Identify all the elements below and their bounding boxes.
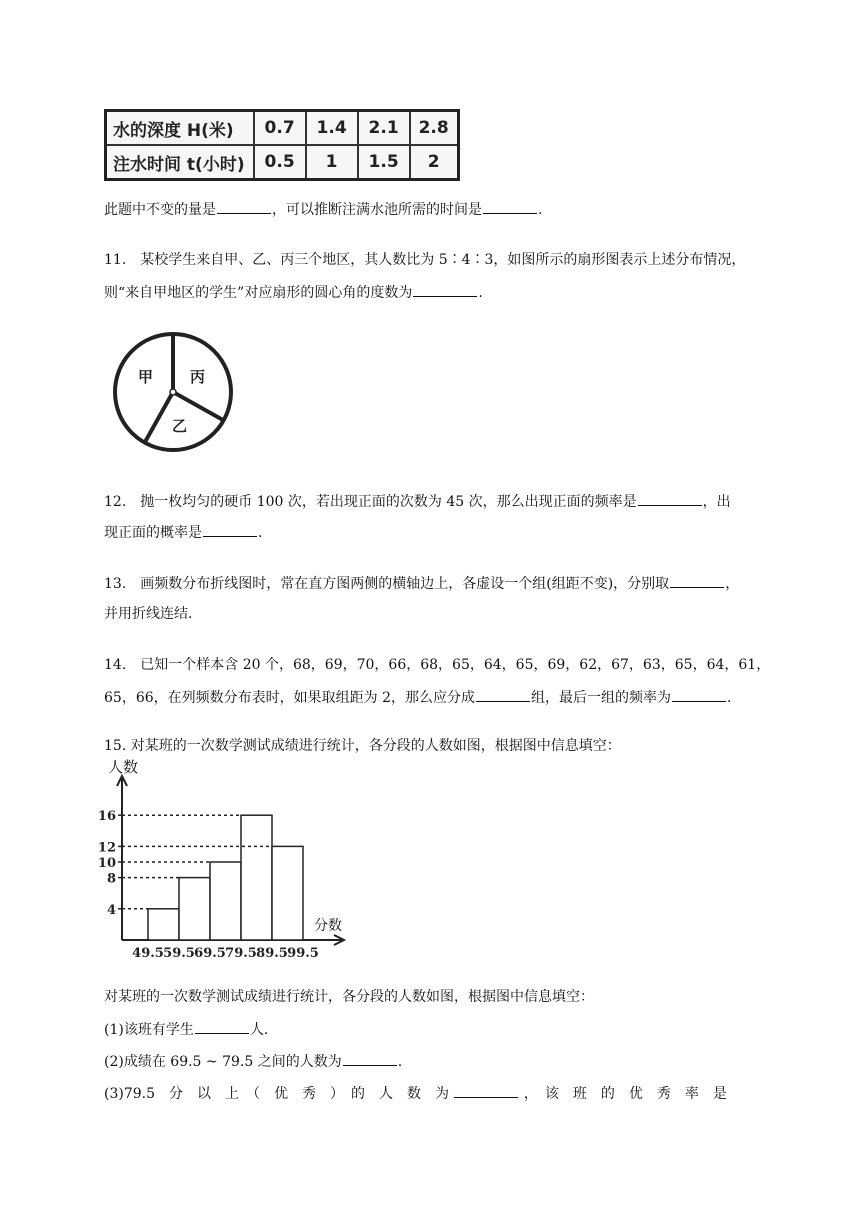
q11-line2 — [104, 282, 483, 303]
q11-end: . — [478, 285, 483, 301]
table-row-label: 水的深度 H(米) — [106, 111, 254, 146]
q15-sub3-text2: ， 该 班 的 优 秀 率 是 — [523, 1086, 727, 1102]
y-tick-label: 16 — [97, 809, 116, 825]
answer-blank — [476, 687, 530, 702]
y-tick-label: 10 — [97, 856, 116, 871]
table-row — [106, 111, 459, 146]
x-tick-label: 79.5 — [225, 946, 257, 961]
q10-part1: 此题中不变的量是 — [104, 202, 216, 218]
x-tick-label: 49.5 — [132, 946, 164, 961]
q14-line2 — [104, 687, 731, 708]
histogram-chart — [96, 756, 356, 962]
pie-chart — [110, 332, 240, 454]
q15-sub1-text: (1)该班有学生 — [104, 1022, 194, 1038]
pie-divider — [173, 392, 223, 420]
x-tick-label: 89.5 — [256, 946, 288, 961]
q15-sub2-text: (2)成绩在 69.5 ~ 79.5 之间的人数为 — [104, 1054, 342, 1070]
q13-line1 — [104, 573, 739, 594]
table-cell: 2.8 — [410, 111, 459, 146]
answer-blank — [672, 687, 726, 702]
pie-divider — [145, 392, 173, 442]
table-row-label: 注水时间 t(小时) — [106, 145, 254, 180]
histogram-bar — [179, 878, 210, 940]
q14-line2-mid: 组，最后一组的频率为 — [531, 690, 671, 706]
y-tick-label: 12 — [97, 840, 116, 856]
table-row — [106, 145, 459, 180]
q12-end: . — [258, 525, 263, 541]
x-tick-label: 59.5 — [163, 946, 195, 961]
answer-blank — [203, 522, 257, 537]
answer-blank — [217, 199, 271, 214]
table-cell: 1.4 — [306, 111, 358, 146]
q12-line2-text: 现正面的概率是 — [104, 525, 202, 541]
q13-line2: 并用折线连结. — [104, 606, 193, 622]
q12-line1-end: ，出 — [702, 494, 731, 510]
q15-sub3-text: (3)79.5 分 以 上 （ 优 秀 ） 的 人 数 为 — [104, 1086, 450, 1102]
answer-blank — [670, 573, 724, 588]
pie-label-jia: 甲 — [138, 368, 154, 386]
answer-blank — [195, 1019, 249, 1034]
q12-line1 — [104, 491, 731, 512]
q15-repeat: 对某班的一次数学测试成绩进行统计，各分段的人数如图，根据图中信息填空： — [104, 989, 594, 1005]
depth-time-table — [104, 109, 460, 181]
q10-text — [104, 199, 542, 220]
table-cell: 0.5 — [254, 145, 306, 180]
x-axis-label: 分数 — [314, 918, 342, 934]
answer-blank — [638, 491, 702, 506]
table-cell: 2 — [410, 145, 459, 180]
q15-line1: 15. 对某班的一次数学测试成绩进行统计，各分段的人数如图，根据图中信息填空： — [104, 738, 621, 754]
q11-line1: 11. 某校学生来自甲、乙、丙三个地区，其人数比为 5∶4∶3，如图所示的扇形图表示上述分布情况， — [104, 252, 746, 268]
q12-line1-text: 12. 抛一枚均匀的硬币 100 次，若出现正面的次数为 45 次，那么出现正面的频率是 — [104, 494, 637, 510]
q11-line2-text: 则“来自甲地区的学生”对应扇形的圆心角的度数为 — [104, 285, 413, 301]
answer-blank — [483, 199, 537, 214]
answer-blank — [343, 1051, 397, 1066]
q14-line1: 14. 已知一个样本含 20 个，68，69，70，66，68，65，64，65，69，62，67，63，65，64，61， — [104, 657, 771, 673]
q15-sub2-end: . — [397, 1054, 403, 1070]
q14-line2-text: 65，66，在列频数分布表时，如果取组距为 2，那么应分成 — [104, 690, 475, 706]
table-cell: 1.5 — [358, 145, 410, 180]
q15-sub1 — [104, 1019, 268, 1040]
q14-end: . — [727, 690, 732, 706]
q10-end: . — [538, 202, 543, 218]
x-tick-label: 69.5 — [194, 946, 226, 961]
x-tick-label: 99.5 — [287, 946, 319, 961]
y-tick-label: 4 — [106, 902, 116, 918]
pie-label-yi: 乙 — [172, 417, 188, 435]
q12-line2 — [104, 522, 262, 543]
y-tick-label: 8 — [106, 871, 116, 887]
q10-part2: ，可以推断注满水池所需的时间是 — [272, 202, 482, 218]
q15-sub2 — [104, 1051, 402, 1072]
histogram-bar — [241, 815, 272, 940]
answer-blank — [454, 1083, 518, 1098]
pie-center — [170, 389, 176, 395]
pie-label-bing: 丙 — [190, 368, 206, 386]
table-cell: 1 — [306, 145, 358, 180]
table-cell: 2.1 — [358, 111, 410, 146]
histogram-bar — [210, 862, 241, 940]
histogram-bar — [272, 846, 303, 940]
q13-line1-end: ， — [725, 576, 740, 592]
answer-blank — [413, 282, 477, 297]
q13-line1-text: 13. 画频数分布折线图时，常在直方图两侧的横轴边上，各虚设一个组(组距不变)，分别取 — [104, 576, 670, 592]
q15-sub3 — [104, 1083, 727, 1104]
histogram-bar — [148, 909, 179, 940]
y-axis-label: 人数 — [108, 758, 139, 776]
q15-sub1-end: 人. — [249, 1022, 269, 1038]
table-cell: 0.7 — [254, 111, 306, 146]
